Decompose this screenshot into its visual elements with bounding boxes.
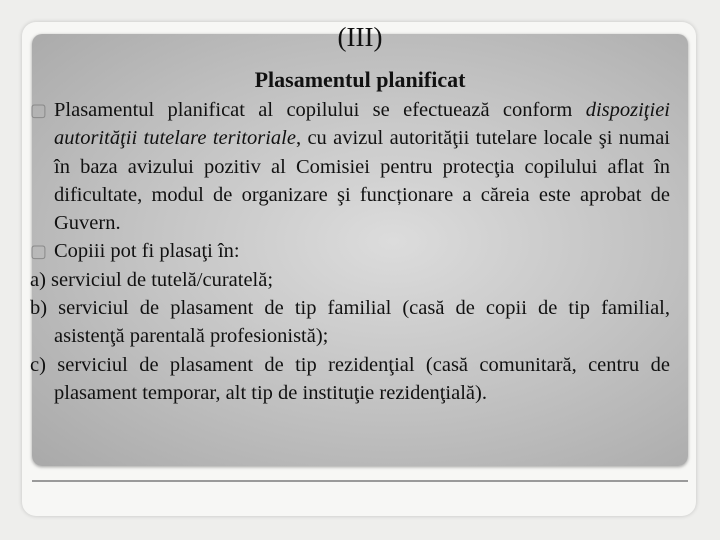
list-item-option-a: a) serviciul de tutelă/curatelă; (30, 268, 274, 291)
list-item-option-c: c) serviciul de plasament de tip rezidenţial (casă comunitară, centru de plasament temporar, alt tip de instituţie rezidenţială). (30, 353, 670, 404)
slide-title: Plasamentul planificat (254, 67, 466, 92)
section-number: (III) (337, 22, 383, 52)
paragraph-emphasis: dispoziţiei autorităţii tutelare teritoriale (54, 99, 670, 150)
square-bullet-icon: ▢ (30, 100, 48, 120)
paragraph-planned-placement (30, 96, 670, 237)
paragraph-prefix: Plasamentul planificat al copilului se efectuează conform (54, 99, 586, 121)
square-bullet-icon: ▢ (30, 241, 48, 262)
slide-body (30, 96, 670, 407)
paragraph-placement-options (30, 237, 670, 265)
list-item-option-b: b) serviciul de plasament de tip familial (casă de copii de tip familial, asistenţă parentală profesionistă); (30, 297, 670, 348)
paragraph-options-intro: Copiii pot fi plasaţi în: (54, 240, 240, 263)
paragraph-suffix: , cu avizul autorităţii tutelare locale şi numai în baza avizului pozitiv al Comisiei pentru protecţia copilului aflat în dificultate, modul de organizare şi funcționare a căreia este aprobat de Guvern. (54, 127, 670, 235)
bottom-divider (32, 480, 688, 482)
